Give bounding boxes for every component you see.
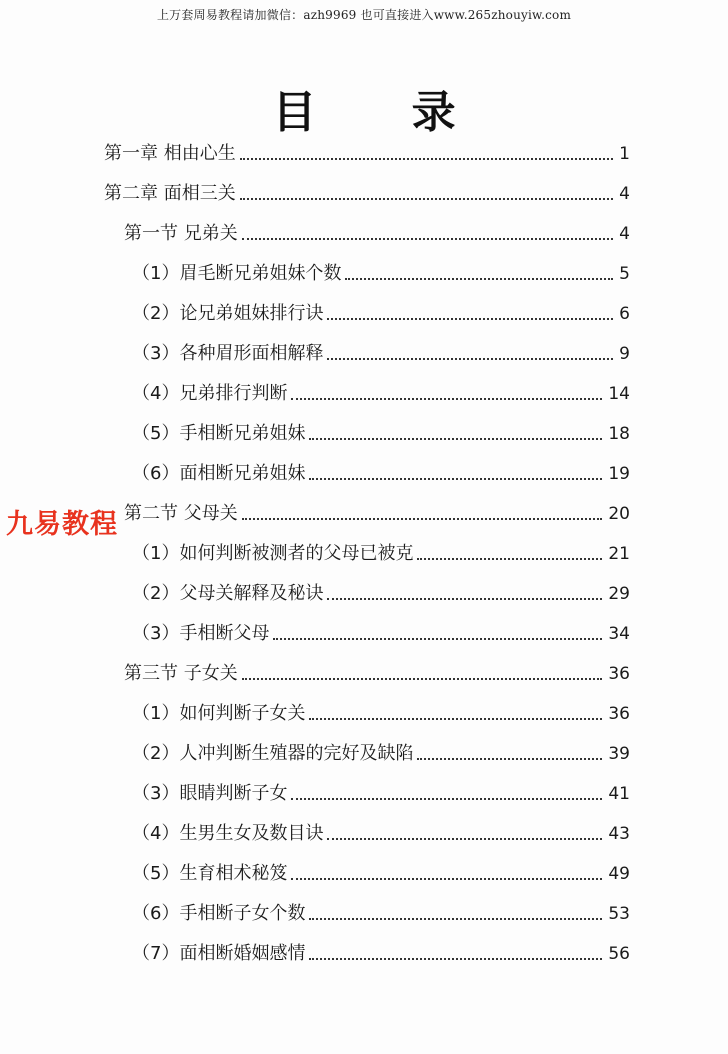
toc-entry-item[interactable] [132, 780, 630, 808]
toc-entry-item[interactable] [132, 420, 630, 448]
toc-entry-chapter[interactable] [104, 140, 630, 168]
dot-leader [309, 958, 602, 960]
dot-leader [240, 198, 613, 200]
dot-leader [345, 278, 613, 280]
toc-entry-item[interactable] [132, 820, 630, 848]
toc-entry-page-number: 6 [619, 304, 630, 324]
toc-entry-item[interactable] [132, 300, 630, 328]
toc-entry-label: （2）人冲判断生殖器的完好及缺陷 [132, 743, 414, 764]
toc-entry-page-number: 21 [608, 544, 630, 564]
dot-leader [242, 518, 603, 520]
toc-entry-label: （4）兄弟排行判断 [132, 383, 288, 404]
toc-entry-page-number: 29 [608, 584, 630, 604]
toc-entry-page-number: 43 [608, 824, 630, 844]
toc-entry-label: （3）眼睛判断子女 [132, 783, 288, 804]
dot-leader [240, 158, 613, 160]
dot-leader [291, 798, 602, 800]
toc-entry-label: （4）生男生女及数目诀 [132, 823, 324, 844]
dot-leader [309, 918, 602, 920]
page-header: 上万套周易教程请加微信：azh9969 也可直接进入www.265zhouyiw.com [156, 8, 572, 22]
toc-entry-page-number: 36 [608, 704, 630, 724]
toc-entry-item[interactable] [132, 940, 630, 968]
toc-entry-section[interactable] [124, 220, 630, 248]
toc-entry-label: 第二节 父母关 [124, 503, 238, 524]
toc-entry-item[interactable] [132, 620, 630, 648]
toc-entry-item[interactable] [132, 740, 630, 768]
toc-entry-item[interactable] [132, 460, 630, 488]
toc-entry-item[interactable] [132, 260, 630, 288]
toc-entry-label: 第三节 子女关 [124, 663, 238, 684]
dot-leader [327, 358, 613, 360]
toc-entry-label: （5）生育相术秘笈 [132, 863, 288, 884]
toc-entry-page-number: 19 [608, 464, 630, 484]
toc-entry-item[interactable] [132, 380, 630, 408]
dot-leader [309, 718, 602, 720]
toc-entry-page-number: 53 [608, 904, 630, 924]
toc-entry-page-number: 20 [608, 504, 630, 524]
dot-leader [242, 238, 613, 240]
toc-entry-section[interactable] [124, 500, 630, 528]
watermark-logo: 九易教程 [6, 509, 118, 540]
toc-entry-page-number: 5 [619, 264, 630, 284]
toc-entry-label: 第一节 兄弟关 [124, 223, 238, 244]
toc-entry-label: （1）如何判断被测者的父母已被克 [132, 543, 414, 564]
dot-leader [309, 438, 602, 440]
toc-entry-label: （1）如何判断子女关 [132, 703, 306, 724]
toc-entry-label: （3）手相断父母 [132, 623, 270, 644]
toc-entry-page-number: 4 [619, 184, 630, 204]
toc-entry-page-number: 39 [608, 744, 630, 764]
toc-entry-page-number: 49 [608, 864, 630, 884]
toc-entry-label: 第一章 相由心生 [104, 143, 236, 164]
dot-leader [327, 838, 602, 840]
toc-entry-chapter[interactable] [104, 180, 630, 208]
toc-entry-label: （7）面相断婚姻感情 [132, 943, 306, 964]
dot-leader [291, 878, 602, 880]
toc-entry-page-number: 9 [619, 344, 630, 364]
toc-entry-item[interactable] [132, 580, 630, 608]
toc-entry-label: （1）眉毛断兄弟姐妹个数 [132, 263, 342, 284]
toc-entry-label: （2）论兄弟姐妹排行诀 [132, 303, 324, 324]
toc-entry-page-number: 1 [619, 144, 630, 164]
dot-leader [242, 678, 603, 680]
dot-leader [309, 478, 602, 480]
dot-leader [273, 638, 602, 640]
toc-entry-label: （3）各种眉形面相解释 [132, 343, 324, 364]
toc-entry-label: （6）面相断兄弟姐妹 [132, 463, 306, 484]
toc-entry-page-number: 41 [608, 784, 630, 804]
page-title: 目 录 [272, 87, 496, 138]
toc-entry-page-number: 14 [608, 384, 630, 404]
toc-entry-label: （5）手相断兄弟姐妹 [132, 423, 306, 444]
toc-entry-page-number: 4 [619, 224, 630, 244]
dot-leader [327, 318, 613, 320]
dot-leader [291, 398, 602, 400]
toc-entry-page-number: 36 [608, 664, 630, 684]
toc-entry-label: 第二章 面相三关 [104, 183, 236, 204]
toc-entry-item[interactable] [132, 700, 630, 728]
dot-leader [417, 758, 602, 760]
toc-entry-label: （6）手相断子女个数 [132, 903, 306, 924]
toc-entry-section[interactable] [124, 660, 630, 688]
toc-entry-page-number: 18 [608, 424, 630, 444]
toc-entry-item[interactable] [132, 900, 630, 928]
toc-entry-page-number: 34 [608, 624, 630, 644]
toc-entry-item[interactable] [132, 860, 630, 888]
toc-entry-item[interactable] [132, 540, 630, 568]
dot-leader [327, 598, 602, 600]
dot-leader [417, 558, 602, 560]
toc-entry-label: （2）父母关解释及秘诀 [132, 583, 324, 604]
toc-entry-page-number: 56 [608, 944, 630, 964]
toc-entry-item[interactable] [132, 340, 630, 368]
